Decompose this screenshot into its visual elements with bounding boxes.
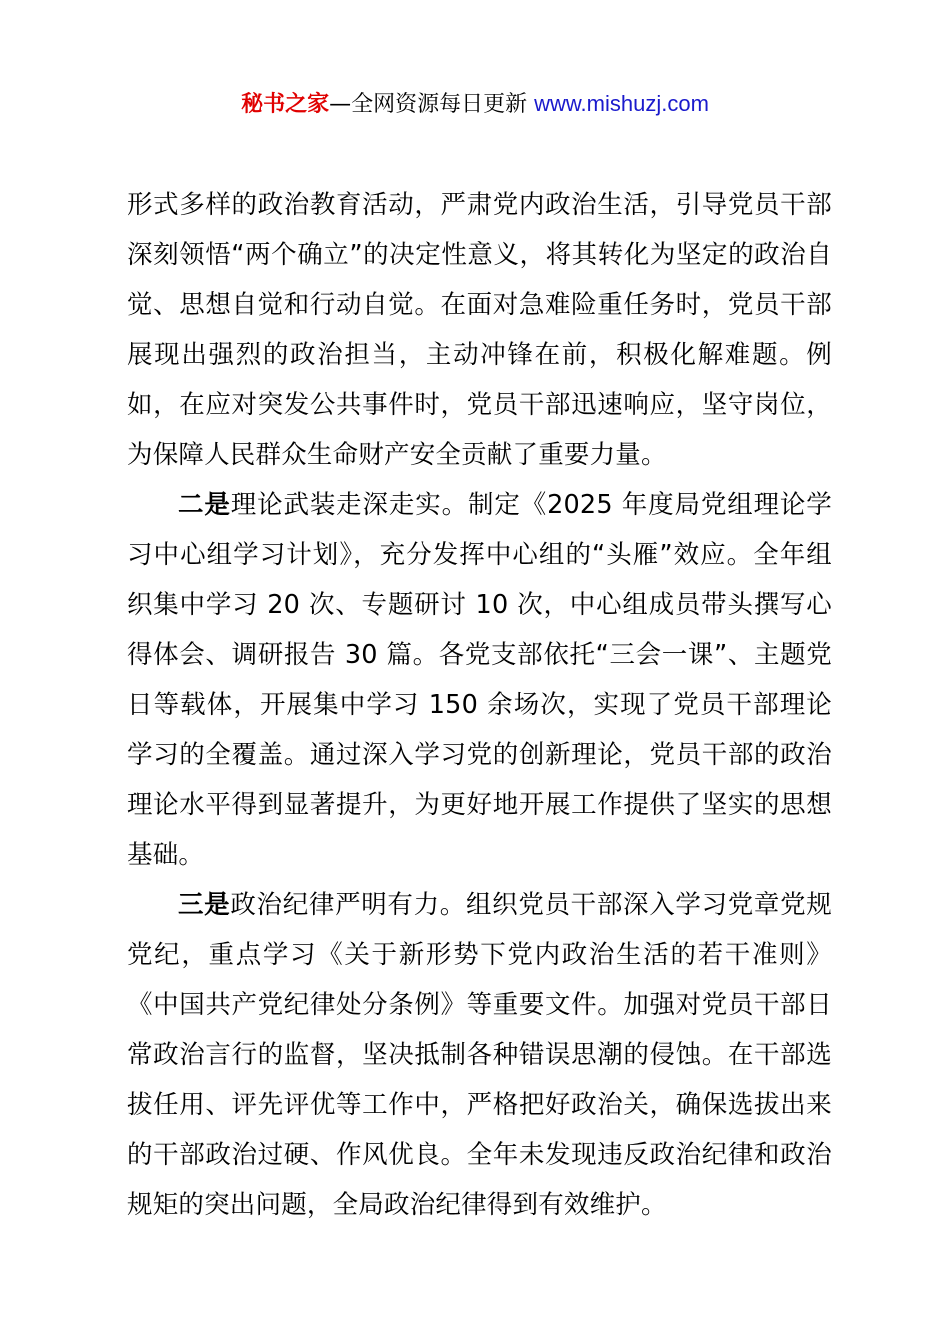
page-header: [0, 88, 950, 121]
paragraph-theory-study: [127, 480, 832, 880]
paragraph-lead: 二是: [178, 490, 231, 520]
brand-name: 秘书之家: [241, 92, 330, 117]
header-tagline: —全网资源每日更新: [329, 92, 535, 117]
paragraph-continuation: [127, 180, 832, 480]
paragraph-political-discipline: [127, 880, 832, 1230]
paragraph-text: 形式多样的政治教育活动，严肃党内政治生活，引导党员干部深刻领悟“两个确立”的决定性意义，将其转化为坚定的政治自觉、思想自觉和行动自觉。在面对急难险重任务时，党员干部展现出强烈的政治担当，主动冲锋在前，积极化解难题。例如，在应对突发公共事件时，党员干部迅速响应，坚守岗位，为保障人民群众生命财产安全贡献了重要力量。: [127, 190, 832, 470]
paragraph-text: 理论武装走深走实。制定《2025 年度局党组理论学习中心组学习计划》，充分发挥中心组的“头雁”效应。全年组织集中学习 20 次、专题研讨 10 次，中心组成员带头撰写心得体会、调研报告 30 篇。各党支部依托“三会一课”、主题党日等载体，开展集中学习 150 余场次，实现了党员干部理论学习的全覆盖。通过深入学习党的创新理论，党员干部的政治理论水平得到显著提升，为更好地开展工作提供了坚实的思想基础。: [127, 490, 832, 870]
paragraph-lead: 三是: [178, 890, 231, 920]
document-body: [127, 180, 832, 1230]
site-url-link[interactable]: www.mishuzj.com: [534, 91, 709, 116]
paragraph-text: 政治纪律严明有力。组织党员干部深入学习党章党规党纪，重点学习《关于新形势下党内政治生活的若干准则》《中国共产党纪律处分条例》等重要文件。加强对党员干部日常政治言行的监督，坚决抵制各种错误思潮的侵蚀。在干部选拔任用、评先评优等工作中，严格把好政治关，确保选拔出来的干部政治过硬、作风优良。全年未发现违反政治纪律和政治规矩的突出问题，全局政治纪律得到有效维护。: [127, 890, 832, 1220]
